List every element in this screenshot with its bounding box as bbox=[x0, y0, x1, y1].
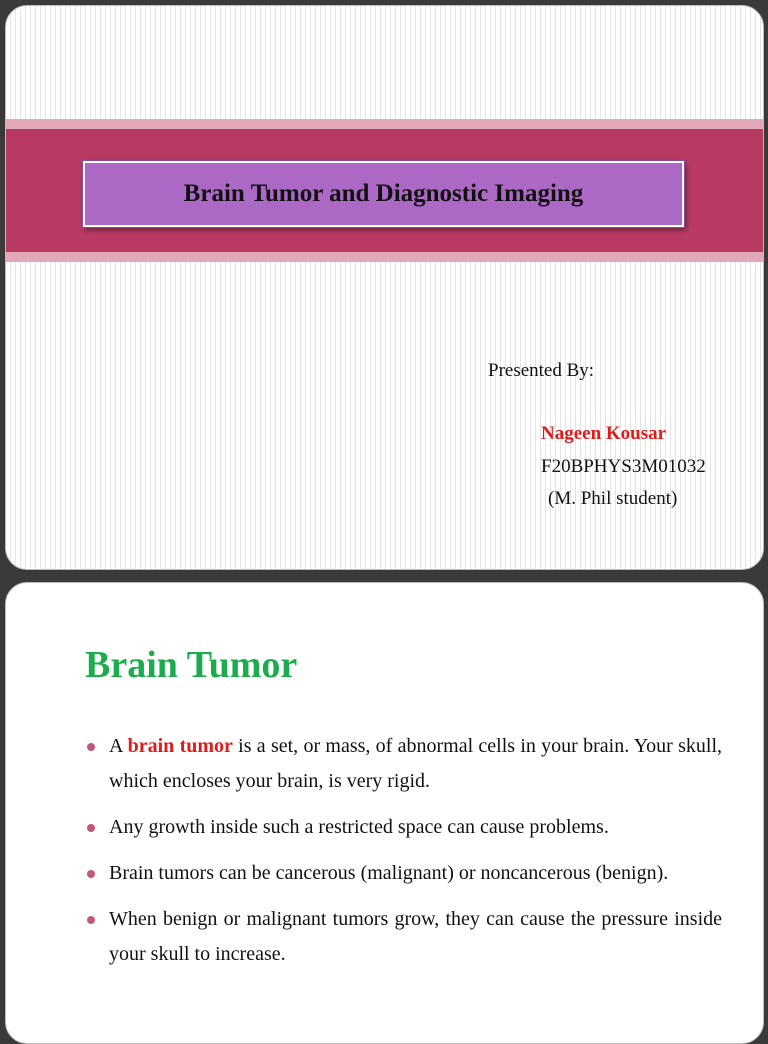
student-role: (M. Phil student) bbox=[548, 488, 678, 509]
bullet-text: When benign or malignant tumors grow, they can cause the pressure inside your skull to increase. bbox=[109, 908, 722, 965]
bullet-icon bbox=[87, 824, 95, 832]
presenter-name: Nageen Kousar bbox=[541, 423, 667, 444]
bullet-text: Brain tumors can be cancerous (malignant) or noncancerous (benign). bbox=[109, 862, 669, 884]
bullet-text-post: is a set, or mass, of abnormal cells in your brain. Your skull, which encloses your brain, is very rigid. bbox=[109, 735, 723, 792]
bullet-item bbox=[86, 902, 722, 972]
bullet-text: Any growth inside such a restricted space can cause problems. bbox=[109, 816, 609, 838]
bullet-icon bbox=[87, 743, 95, 751]
bullet-item bbox=[86, 729, 722, 799]
bullet-item bbox=[86, 810, 722, 845]
slide-title: Brain Tumor and Diagnostic Imaging bbox=[183, 180, 584, 207]
bullet-icon bbox=[87, 870, 95, 878]
top-light-band bbox=[6, 119, 763, 129]
bullet-text-pre: A bbox=[109, 735, 128, 757]
bottom-light-band bbox=[6, 252, 763, 262]
presented-by-label: Presented By: bbox=[488, 360, 595, 381]
slide-heading: Brain Tumor bbox=[85, 644, 298, 686]
bullet-icon bbox=[87, 916, 95, 924]
bullet-list bbox=[86, 729, 722, 983]
student-id: F20BPHYS3M01032 bbox=[541, 456, 706, 477]
title-slide bbox=[5, 5, 764, 570]
title-box bbox=[83, 161, 684, 227]
content-slide bbox=[5, 582, 764, 1044]
bullet-highlight: brain tumor bbox=[127, 735, 233, 757]
bullet-item bbox=[86, 856, 722, 891]
